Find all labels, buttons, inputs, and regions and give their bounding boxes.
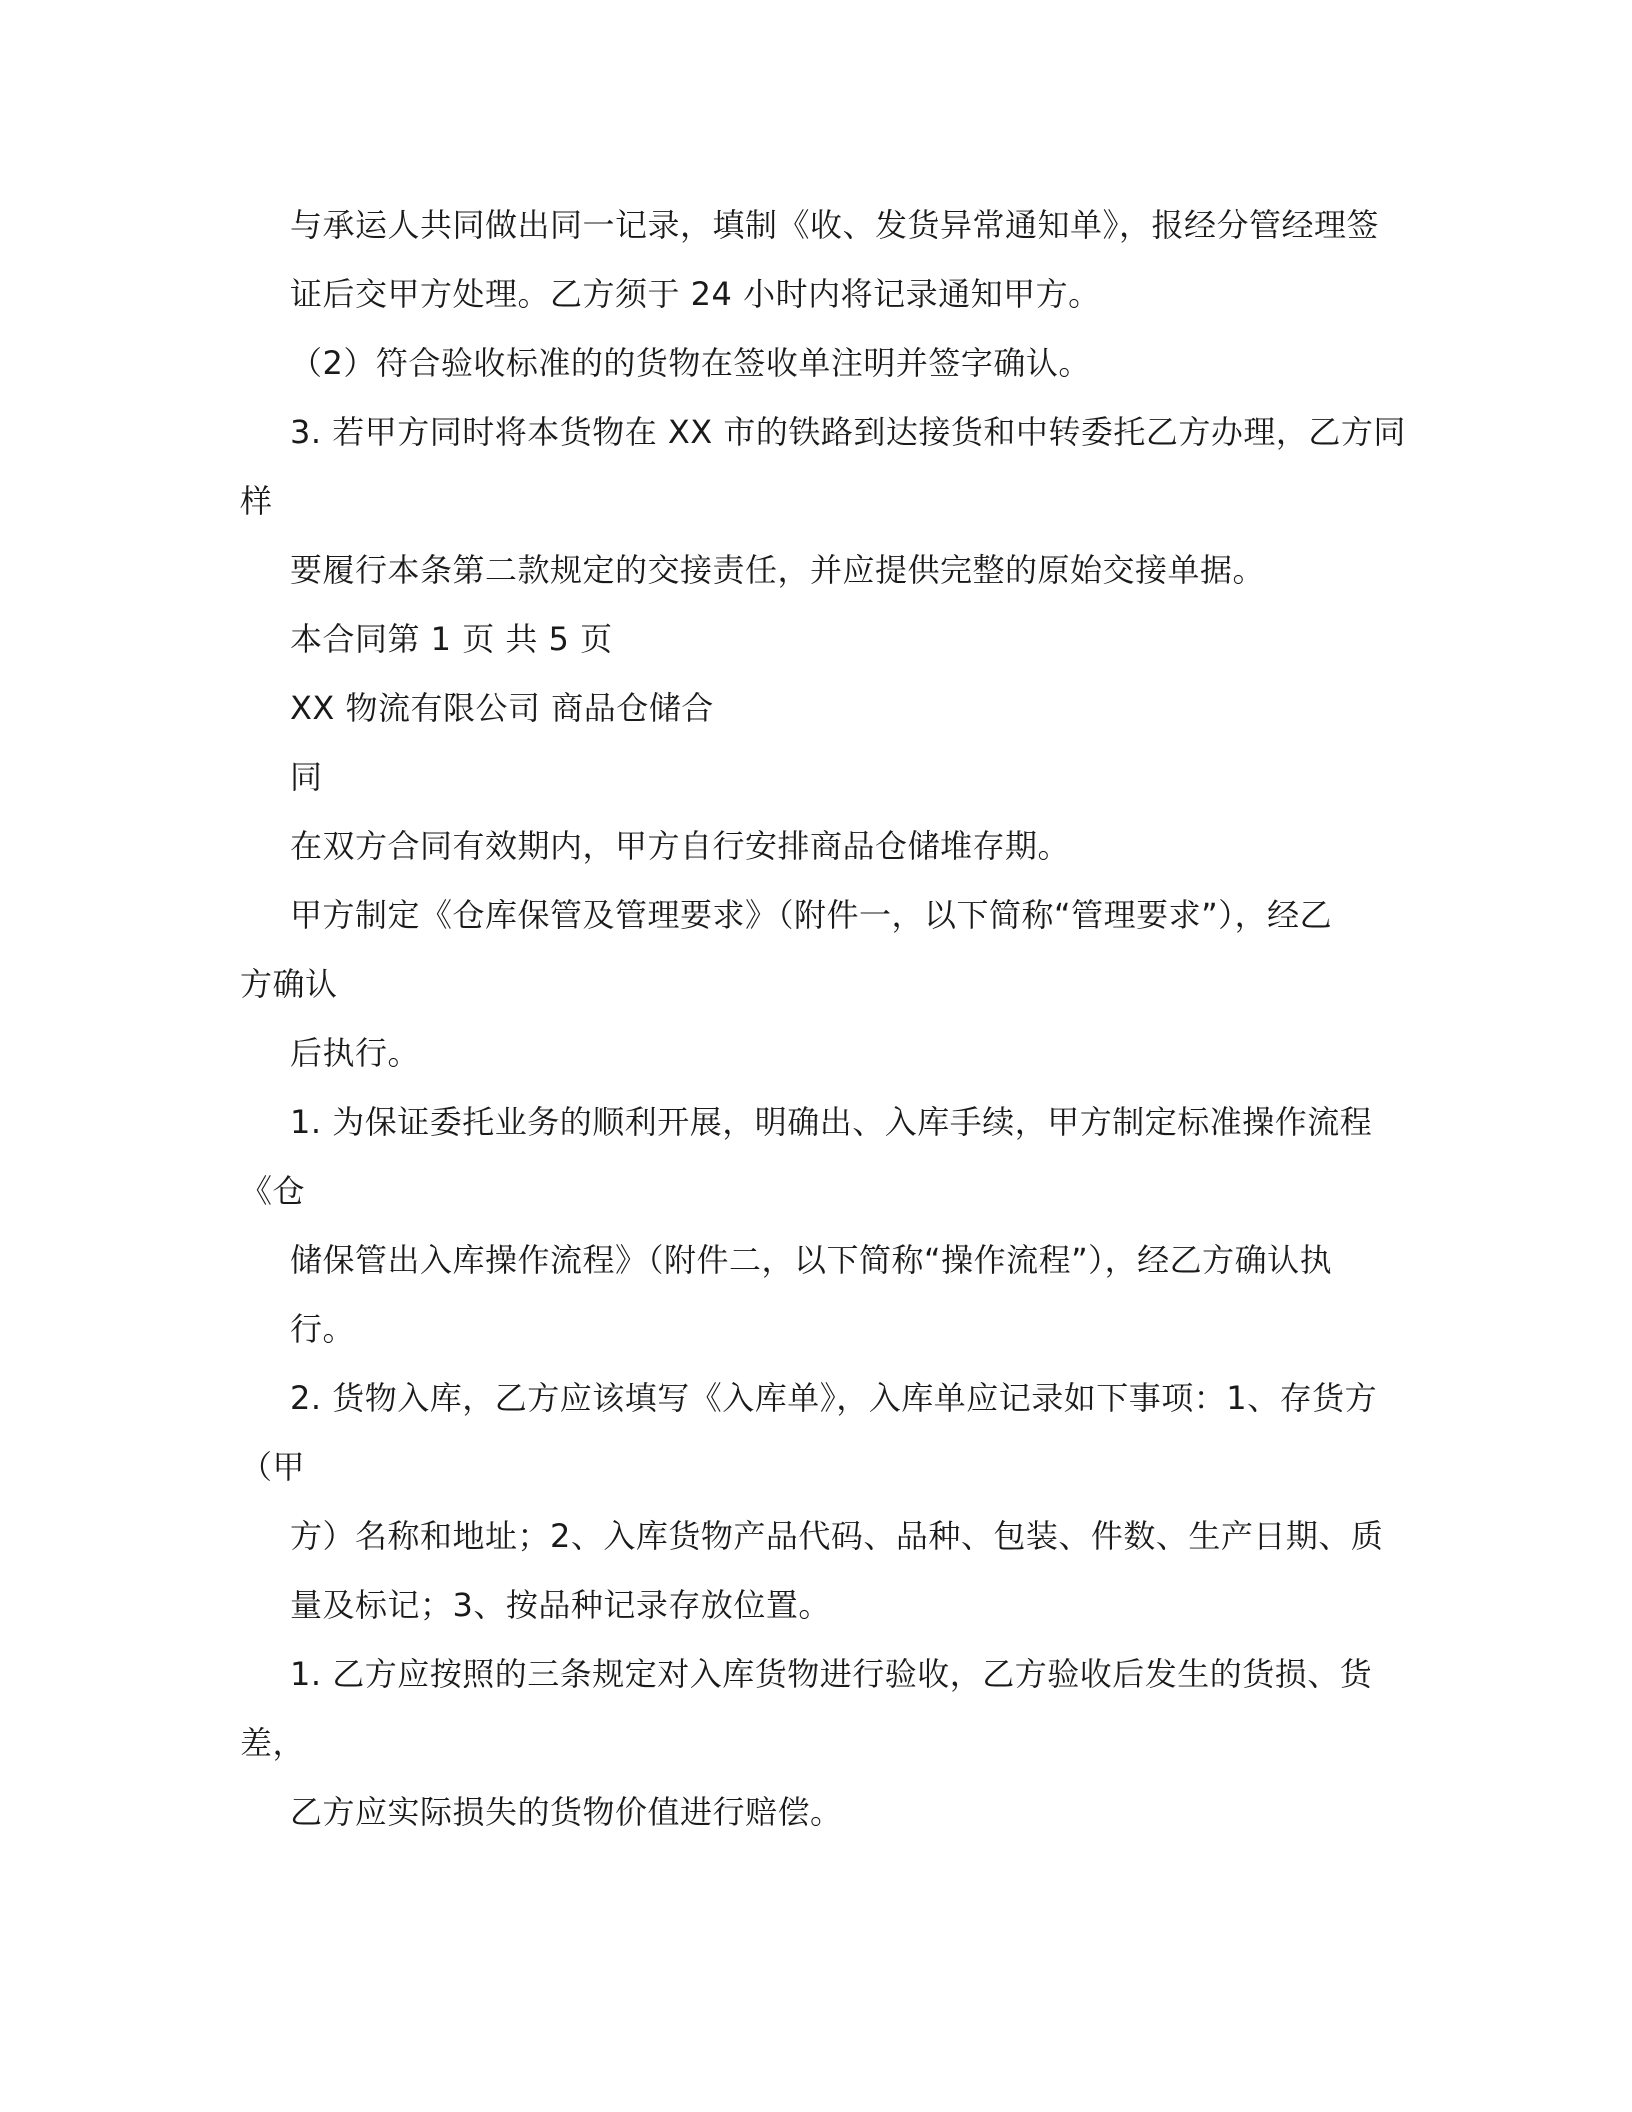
text-line: 甲方制定《仓库保管及管理要求》（附件一，以下简称“管理要求”），经乙 (290, 896, 1333, 934)
text-line: 乙方应实际损失的货物价值进行赔偿。 (290, 1793, 843, 1831)
text-line: 在双方合同有效期内，甲方自行安排商品仓储堆存期。 (290, 827, 1071, 865)
text-line: （甲 (240, 1448, 306, 1486)
text-line: 要履行本条第二款规定的交接责任，并应提供完整的原始交接单据。 (290, 551, 1266, 589)
text-line: 1. 为保证委托业务的顺利开展，明确出、入库手续，甲方制定标准操作流程 (290, 1103, 1373, 1141)
document-header: XX 物流有限公司 商品仓储合 (290, 689, 714, 727)
text-line: 2. 货物入库，乙方应该填写《入库单》，入库单应记录如下事项：1、存货方 (290, 1379, 1378, 1417)
text-line: 样 (240, 482, 273, 520)
text-line: 储保管出入库操作流程》（附件二，以下简称“操作流程”），经乙方确认执 (290, 1241, 1333, 1279)
text-line: 证后交甲方处理。乙方须于 24 小时内将记录通知甲方。 (290, 275, 1101, 313)
document-header: 同 (290, 758, 323, 796)
text-line: 与承运人共同做出同一记录，填制《收、发货异常通知单》，报经分管经理签 (290, 206, 1380, 244)
text-line: 量及标记；3、按品种记录存放位置。 (290, 1586, 831, 1624)
text-line: 后执行。 (290, 1034, 421, 1072)
text-line: 1. 乙方应按照的三条规定对入库货物进行验收，乙方验收后发生的货损、货 (290, 1655, 1373, 1693)
text-line: 《仓 (240, 1172, 306, 1210)
text-line: 差， (240, 1724, 306, 1762)
text-line: 3. 若甲方同时将本货物在 XX 市的铁路到达接货和中转委托乙方办理，乙方同 (290, 413, 1406, 451)
page-footer: 本合同第 1 页 共 5 页 (290, 620, 613, 658)
text-line: （2）符合验收标准的的货物在签收单注明并签字确认。 (290, 344, 1091, 382)
text-line: 行。 (290, 1310, 356, 1348)
text-line: 方）名称和地址；2、入库货物产品代码、品种、包装、件数、生产日期、质 (290, 1517, 1384, 1555)
text-line: 方确认 (240, 965, 338, 1003)
